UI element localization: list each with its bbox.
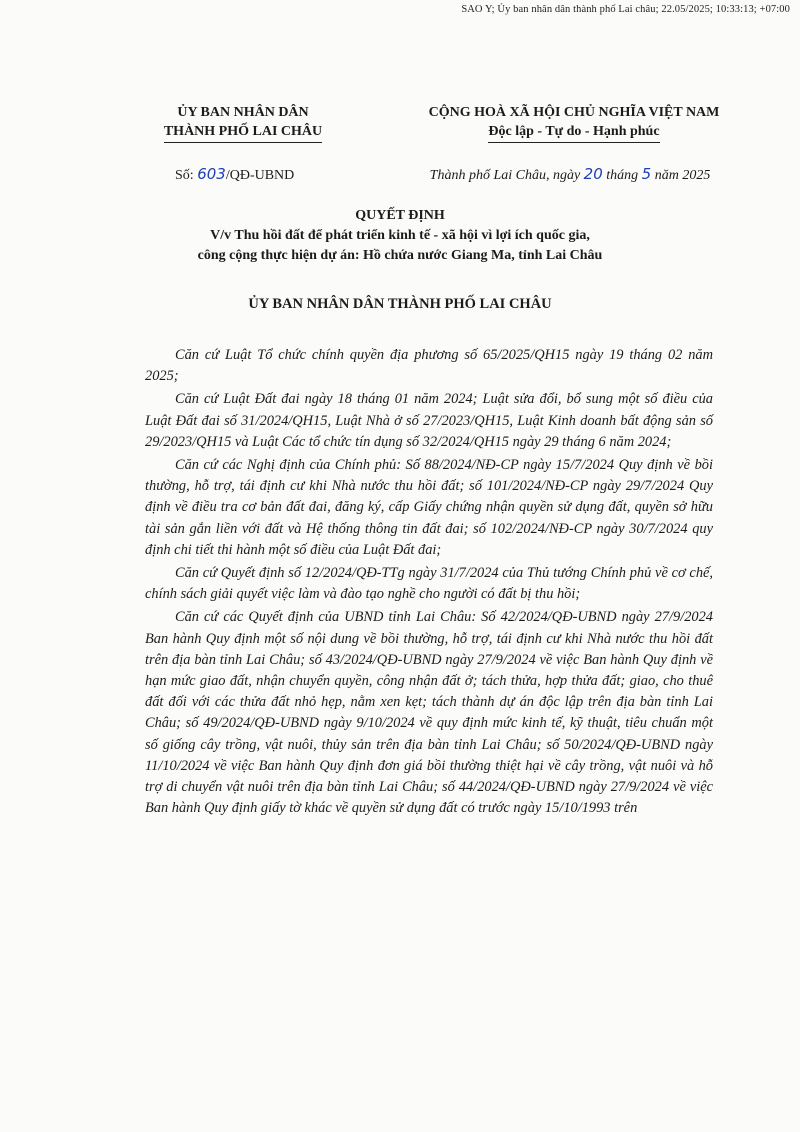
legal-basis-paragraph: Căn cứ Luật Đất đai ngày 18 tháng 01 năm 2024; Luật sửa đổi, bổ sung một số điều của Luật Đất đai số 31/2024/QH15, Luật Nhà ở số 27/2023/QH15, Luật Kinh doanh bất động sản số 29/2023/QH15 và Luật Các tổ chức tín dụng số 32/2024/QH15 ngày 29 tháng 6 năm 2024;: [145, 391, 713, 450]
decision-subject-line-2: công cộng thực hiện dự án: Hồ chứa nước Giang Ma, tỉnh Lai Châu: [197, 248, 603, 263]
doc-number-prefix: Số:: [175, 168, 198, 183]
doc-number-suffix: /QĐ-UBND: [225, 168, 295, 183]
issuing-authority: [128, 103, 358, 143]
legal-basis-paragraph: Căn cứ Luật Tổ chức chính quyền địa phương số 65/2025/QH15 ngày 19 tháng 02 năm 2025;: [145, 347, 713, 385]
digital-copy-stamp: SAO Y; Ủy ban nhân dân thành phố Lai châu; 22.05/2025; 10:33:13; +07:00: [461, 4, 790, 15]
decision-subject-line-1: V/v Thu hồi đất để phát triển kinh tế - xã hội vì lợi ích quốc gia,: [210, 228, 590, 243]
doc-number-handwritten: 603: [197, 165, 226, 183]
decision-heading: QUYẾT ĐỊNH: [355, 208, 445, 223]
authority-line-1: ỦY BAN NHÂN DÂN: [177, 105, 309, 120]
place-date-text-3: năm 2025: [651, 168, 711, 183]
legal-basis-paragraph: Căn cứ Quyết định số 12/2024/QĐ-TTg ngày 31/7/2024 của Thủ tướng Chính phủ về cơ chế, chính sách giải quyết việc làm và đào tạo nghề cho người có đất bị thu hồi;: [145, 565, 713, 603]
place-date-text-2: tháng: [602, 168, 642, 183]
place-and-date: [360, 165, 780, 184]
national-motto: [364, 103, 784, 143]
authority-line-2: THÀNH PHỐ LAI CHÂU: [164, 122, 322, 143]
decision-title: [110, 206, 690, 266]
document-number: [175, 165, 294, 184]
handwritten-month: 5: [641, 165, 652, 183]
document-body: [145, 345, 713, 821]
country-name: CỘNG HOÀ XÃ HỘI CHỦ NGHĨA VIỆT NAM: [428, 105, 720, 120]
legal-basis-paragraph: Căn cứ các Quyết định của UBND tỉnh Lai Châu: Số 42/2024/QĐ-UBND ngày 27/9/2024 Ban hành Quy định một số nội dung về bồi thường, hỗ trợ, tái định cư khi Nhà nước thu hồi đất trên địa bàn tỉnh Lai Châu; số 43/2024/QĐ-UBND ngày 27/9/2024 về việc Ban hành Quy định về hạn mức giao đất, nhận chuyển quyền, công nhận đất ở; tách thửa, hợp thửa đất; giao, cho thuê đất đối với các thửa đất nhỏ hẹp, nằm xen kẹt; tách thành dự án độc lập trên địa bàn tỉnh Lai Châu; số 49/2024/QĐ-UBND ngày 9/10/2024 về quy định mức kinh tế, kỹ thuật, tiêu chuẩn một số giống cây trồng, vật nuôi, thủy sản trên địa bàn tỉnh Lai Châu; số 50/2024/QĐ-UBND ngày 11/10/2024 về việc Ban hành Quy định đơn giá bồi thường thiệt hại về cây trồng, vật nuôi và hỗ trợ di chuyển vật nuôi trên địa bàn tỉnh Lai Châu; số 44/2024/QĐ-UBND ngày 27/9/2024 về việc Ban hành Quy định giấy tờ khác về quyền sử dụng đất có trước ngày 15/10/1993 trên: [145, 609, 713, 817]
issuing-body-heading: ỦY BAN NHÂN DÂN THÀNH PHỐ LAI CHÂU: [248, 296, 552, 312]
motto-line: Độc lập - Tự do - Hạnh phúc: [488, 122, 659, 143]
place-date-text-1: Thành phố Lai Châu, ngày: [429, 168, 584, 183]
legal-basis-paragraph: Căn cứ các Nghị định của Chính phủ: Số 88/2024/NĐ-CP ngày 15/7/2024 Quy định về bồi thường, hỗ trợ, tái định cư khi Nhà nước thu hồi đất; số 101/2024/NĐ-CP ngày 29/7/2024 Quy định về điều tra cơ bản đất đai, đăng ký, cấp Giấy chứng nhận quyền sử dụng đất, quyền sở hữu tài sản gắn liền với đất và Hệ thống thông tin đất đai; số 102/2024/NĐ-CP ngày 30/7/2024 quy định chi tiết thi hành một số điều của Luật Đất đai;: [145, 457, 713, 558]
handwritten-day: 20: [583, 165, 603, 183]
